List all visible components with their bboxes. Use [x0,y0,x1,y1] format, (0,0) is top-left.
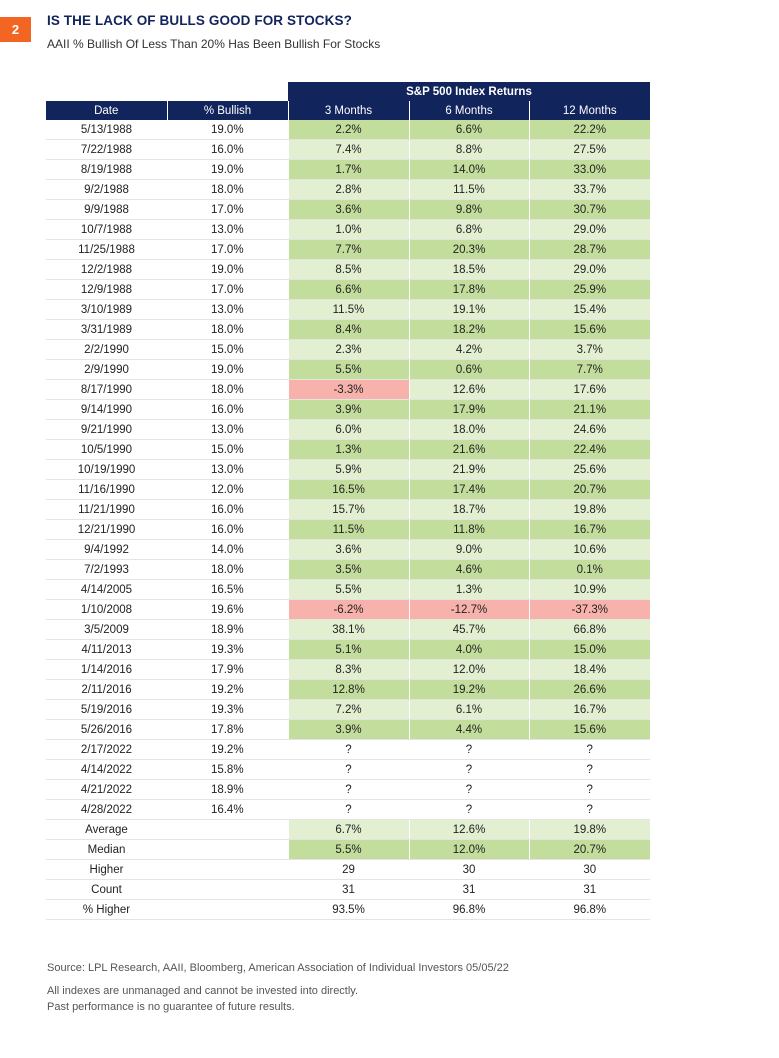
table-cell: 6.8% [409,220,529,240]
table-cell: ? [529,800,650,820]
summary-row [46,900,650,920]
table-cell: 1.7% [288,160,409,180]
table-row [46,260,650,280]
summary-row [46,880,650,900]
table-cell: 12/21/1990 [46,520,167,540]
table-cell: 12.0% [409,660,529,680]
table-cell: 7/22/1988 [46,140,167,160]
table-row [46,140,650,160]
disclaimer-line-2: Past performance is no guarantee of future results. [47,1001,295,1013]
table-row [46,660,650,680]
table-cell: 2/2/1990 [46,340,167,360]
table-cell: 8.3% [288,660,409,680]
table-cell: 18.4% [529,660,650,680]
table-cell: 16.7% [529,700,650,720]
table-row [46,320,650,340]
table-row [46,520,650,540]
table-cell: 33.0% [529,160,650,180]
table-cell: 28.7% [529,240,650,260]
summary-cell [167,840,288,860]
table-cell: 4.0% [409,640,529,660]
summary-cell: 31 [529,880,650,900]
table-cell: 3.7% [529,340,650,360]
table-cell: 5.9% [288,460,409,480]
table-cell: 2/9/1990 [46,360,167,380]
table-cell: 19.0% [167,120,288,140]
table-row [46,460,650,480]
table-row [46,640,650,660]
table-cell: 8/17/1990 [46,380,167,400]
table-cell: 45.7% [409,620,529,640]
column-header: 6 Months [409,101,529,120]
table-cell: 19.0% [167,260,288,280]
table-cell: 2/11/2016 [46,680,167,700]
table-row [46,400,650,420]
table-cell: 13.0% [167,220,288,240]
table-cell: -12.7% [409,600,529,620]
table-cell: 4/14/2005 [46,580,167,600]
table-cell: 25.9% [529,280,650,300]
table-cell: 19.2% [409,680,529,700]
table-cell: 19.0% [167,360,288,380]
source-note: Source: LPL Research, AAII, Bloomberg, American Association of Individual Investors 05/05/22 [47,962,509,974]
table-cell: 3.9% [288,400,409,420]
table-cell: 6.6% [409,120,529,140]
table-cell: ? [409,780,529,800]
table-row [46,120,650,140]
table-cell: 0.1% [529,560,650,580]
table-cell: 8/19/1988 [46,160,167,180]
table-cell: 18.0% [409,420,529,440]
table-row [46,160,650,180]
table-cell: 6.1% [409,700,529,720]
table-row [46,560,650,580]
table-cell: 19.1% [409,300,529,320]
table-cell: 21.9% [409,460,529,480]
table-cell: 11/21/1990 [46,500,167,520]
table-cell: 17.9% [409,400,529,420]
summary-cell: 96.8% [409,900,529,920]
table-cell: ? [288,800,409,820]
table-row [46,380,650,400]
table-cell: 4/21/2022 [46,780,167,800]
table-cell: 4/11/2013 [46,640,167,660]
summary-cell: 30 [409,860,529,880]
table-cell: 10.9% [529,580,650,600]
table-cell: 19.3% [167,700,288,720]
table-cell: 33.7% [529,180,650,200]
table-cell: 16.0% [167,400,288,420]
table-cell: 18.2% [409,320,529,340]
table-cell: 17.0% [167,200,288,220]
table-row [46,580,650,600]
table-cell: ? [288,740,409,760]
table-cell: 9.8% [409,200,529,220]
table-row [46,700,650,720]
table-cell: -6.2% [288,600,409,620]
summary-cell: 30 [529,860,650,880]
table-cell: 26.6% [529,680,650,700]
table-cell: 6.6% [288,280,409,300]
table-cell: 15.0% [529,640,650,660]
table-row [46,500,650,520]
table-cell: 4.6% [409,560,529,580]
table-cell: 20.7% [529,480,650,500]
table-row [46,600,650,620]
table-cell: 2/17/2022 [46,740,167,760]
table-cell: 15.7% [288,500,409,520]
table-cell: 3.9% [288,720,409,740]
table-cell: 38.1% [288,620,409,640]
table-cell: 1.3% [409,580,529,600]
table-cell: 3.6% [288,200,409,220]
table-row [46,780,650,800]
column-header: Date [46,101,167,120]
table-cell: 17.4% [409,480,529,500]
disclaimer-line-1: All indexes are unmanaged and cannot be invested into directly. [47,985,359,997]
table-row [46,180,650,200]
table-cell: 16.0% [167,500,288,520]
table-cell: 18.0% [167,380,288,400]
summary-cell: 31 [409,880,529,900]
table-cell: 6.0% [288,420,409,440]
table-cell: 17.6% [529,380,650,400]
table-cell: 3.6% [288,540,409,560]
table-cell: 3/31/1989 [46,320,167,340]
table-cell: 12.6% [409,380,529,400]
table-cell: 15.8% [167,760,288,780]
table-cell: 25.6% [529,460,650,480]
table-cell: 19.2% [167,740,288,760]
table-cell: ? [529,760,650,780]
table-cell: 8.8% [409,140,529,160]
table-cell: 12/9/1988 [46,280,167,300]
table-cell: 9/9/1988 [46,200,167,220]
table-cell: 5.5% [288,580,409,600]
summary-row [46,860,650,880]
figure-number-badge: 2 [0,17,31,42]
table-cell: ? [288,760,409,780]
summary-cell: 19.8% [529,820,650,840]
summary-cell [167,860,288,880]
sp500-returns-group-header: S&P 500 Index Returns [288,82,650,101]
table-row [46,440,650,460]
table-row [46,420,650,440]
table-cell: 16.0% [167,520,288,540]
table-row [46,200,650,220]
summary-cell: 29 [288,860,409,880]
table-row [46,480,650,500]
summary-cell [167,880,288,900]
table-cell: 10/19/1990 [46,460,167,480]
table-cell: 7/2/1993 [46,560,167,580]
summary-cell: 6.7% [288,820,409,840]
table-row [46,280,650,300]
table-cell: 19.0% [167,160,288,180]
summary-cell: 93.5% [288,900,409,920]
table-row [46,340,650,360]
table-cell: 19.3% [167,640,288,660]
table-cell: 22.4% [529,440,650,460]
table-cell: 3.5% [288,560,409,580]
table-cell: 1/10/2008 [46,600,167,620]
table-cell: 15.6% [529,320,650,340]
table-cell: 9/14/1990 [46,400,167,420]
table-row [46,620,650,640]
summary-cell: 20.7% [529,840,650,860]
table-cell: 5/19/2016 [46,700,167,720]
table-cell: ? [529,780,650,800]
table-cell: 9.0% [409,540,529,560]
table-cell: 16.5% [288,480,409,500]
summary-cell: Median [46,840,167,860]
table-cell: 21.6% [409,440,529,460]
table-row [46,720,650,740]
table-cell: 2.8% [288,180,409,200]
table-cell: 9/21/1990 [46,420,167,440]
table-cell: 16.4% [167,800,288,820]
table-cell: 8.4% [288,320,409,340]
table-cell: 4/28/2022 [46,800,167,820]
table-cell: 18.0% [167,560,288,580]
summary-cell: 31 [288,880,409,900]
table-cell: 30.7% [529,200,650,220]
table-cell: 14.0% [409,160,529,180]
table-cell: 15.0% [167,340,288,360]
table-cell: 1/14/2016 [46,660,167,680]
summary-cell: 12.6% [409,820,529,840]
table-cell: 4.2% [409,340,529,360]
table-row [46,540,650,560]
table-cell: 29.0% [529,220,650,240]
table-cell: 10/7/1988 [46,220,167,240]
table-cell: 11.5% [288,300,409,320]
summary-cell: Average [46,820,167,840]
table-row [46,220,650,240]
summary-cell: % Higher [46,900,167,920]
returns-table [46,101,650,920]
table-cell: 11.5% [409,180,529,200]
table-cell: 15.6% [529,720,650,740]
table-cell: 5.1% [288,640,409,660]
summary-cell: 5.5% [288,840,409,860]
table-cell: 14.0% [167,540,288,560]
summary-cell [167,820,288,840]
table-header-row [46,101,650,120]
summary-cell [167,900,288,920]
table-row [46,800,650,820]
table-cell: 16.7% [529,520,650,540]
table-cell: 1.0% [288,220,409,240]
table-cell: 19.8% [529,500,650,520]
table-cell: 7.7% [288,240,409,260]
table-cell: 17.8% [409,280,529,300]
table-row [46,360,650,380]
table-cell: 18.7% [409,500,529,520]
table-cell: 19.6% [167,600,288,620]
table-cell: 17.0% [167,280,288,300]
table-cell: 15.0% [167,440,288,460]
table-cell: 12.8% [288,680,409,700]
table-cell: 4/14/2022 [46,760,167,780]
table-cell: 21.1% [529,400,650,420]
table-cell: 13.0% [167,460,288,480]
table-cell: 24.6% [529,420,650,440]
table-cell: 16.5% [167,580,288,600]
column-header: 3 Months [288,101,409,120]
table-cell: 18.5% [409,260,529,280]
table-cell: 20.3% [409,240,529,260]
table-cell: 19.2% [167,680,288,700]
table-cell: -3.3% [288,380,409,400]
table-row [46,240,650,260]
figure-title: IS THE LACK OF BULLS GOOD FOR STOCKS? [47,13,352,28]
table-cell: 10/5/1990 [46,440,167,460]
table-cell: 18.0% [167,320,288,340]
table-cell: -37.3% [529,600,650,620]
table-cell: 10.6% [529,540,650,560]
summary-cell: 12.0% [409,840,529,860]
table-cell: 18.9% [167,780,288,800]
table-cell: ? [409,740,529,760]
table-cell: 7.2% [288,700,409,720]
table-cell: 5/13/1988 [46,120,167,140]
table-cell: 11.5% [288,520,409,540]
summary-cell: 96.8% [529,900,650,920]
table-cell: 29.0% [529,260,650,280]
table-cell: 7.4% [288,140,409,160]
figure-subtitle: AAII % Bullish Of Less Than 20% Has Been Bullish For Stocks [47,37,381,51]
table-cell: 5.5% [288,360,409,380]
summary-row [46,840,650,860]
table-cell: 8.5% [288,260,409,280]
table-cell: 2.2% [288,120,409,140]
table-cell: 11/25/1988 [46,240,167,260]
table-cell: 17.0% [167,240,288,260]
table-row [46,760,650,780]
table-cell: 3/10/1989 [46,300,167,320]
column-header: % Bullish [167,101,288,120]
table-cell: 13.0% [167,300,288,320]
table-cell: 5/26/2016 [46,720,167,740]
table-row [46,300,650,320]
table-cell: 17.8% [167,720,288,740]
table-cell: 15.4% [529,300,650,320]
table-cell: 12/2/1988 [46,260,167,280]
table-cell: 2.3% [288,340,409,360]
table-cell: ? [409,800,529,820]
table-cell: ? [529,740,650,760]
table-cell: 9/4/1992 [46,540,167,560]
summary-cell: Count [46,880,167,900]
table-cell: 22.2% [529,120,650,140]
table-row [46,680,650,700]
table-cell: 11/16/1990 [46,480,167,500]
table-cell: 3/5/2009 [46,620,167,640]
summary-row [46,820,650,840]
table-cell: 13.0% [167,420,288,440]
summary-cell: Higher [46,860,167,880]
column-header: 12 Months [529,101,650,120]
table-cell: 0.6% [409,360,529,380]
table-cell: 11.8% [409,520,529,540]
table-cell: 4.4% [409,720,529,740]
table-cell: ? [288,780,409,800]
table-cell: 27.5% [529,140,650,160]
table-cell: 66.8% [529,620,650,640]
table-cell: 12.0% [167,480,288,500]
table-row [46,740,650,760]
table-cell: 1.3% [288,440,409,460]
table-cell: ? [409,760,529,780]
table-cell: 7.7% [529,360,650,380]
table-cell: 18.0% [167,180,288,200]
table-cell: 9/2/1988 [46,180,167,200]
table-cell: 16.0% [167,140,288,160]
table-cell: 18.9% [167,620,288,640]
table-cell: 17.9% [167,660,288,680]
